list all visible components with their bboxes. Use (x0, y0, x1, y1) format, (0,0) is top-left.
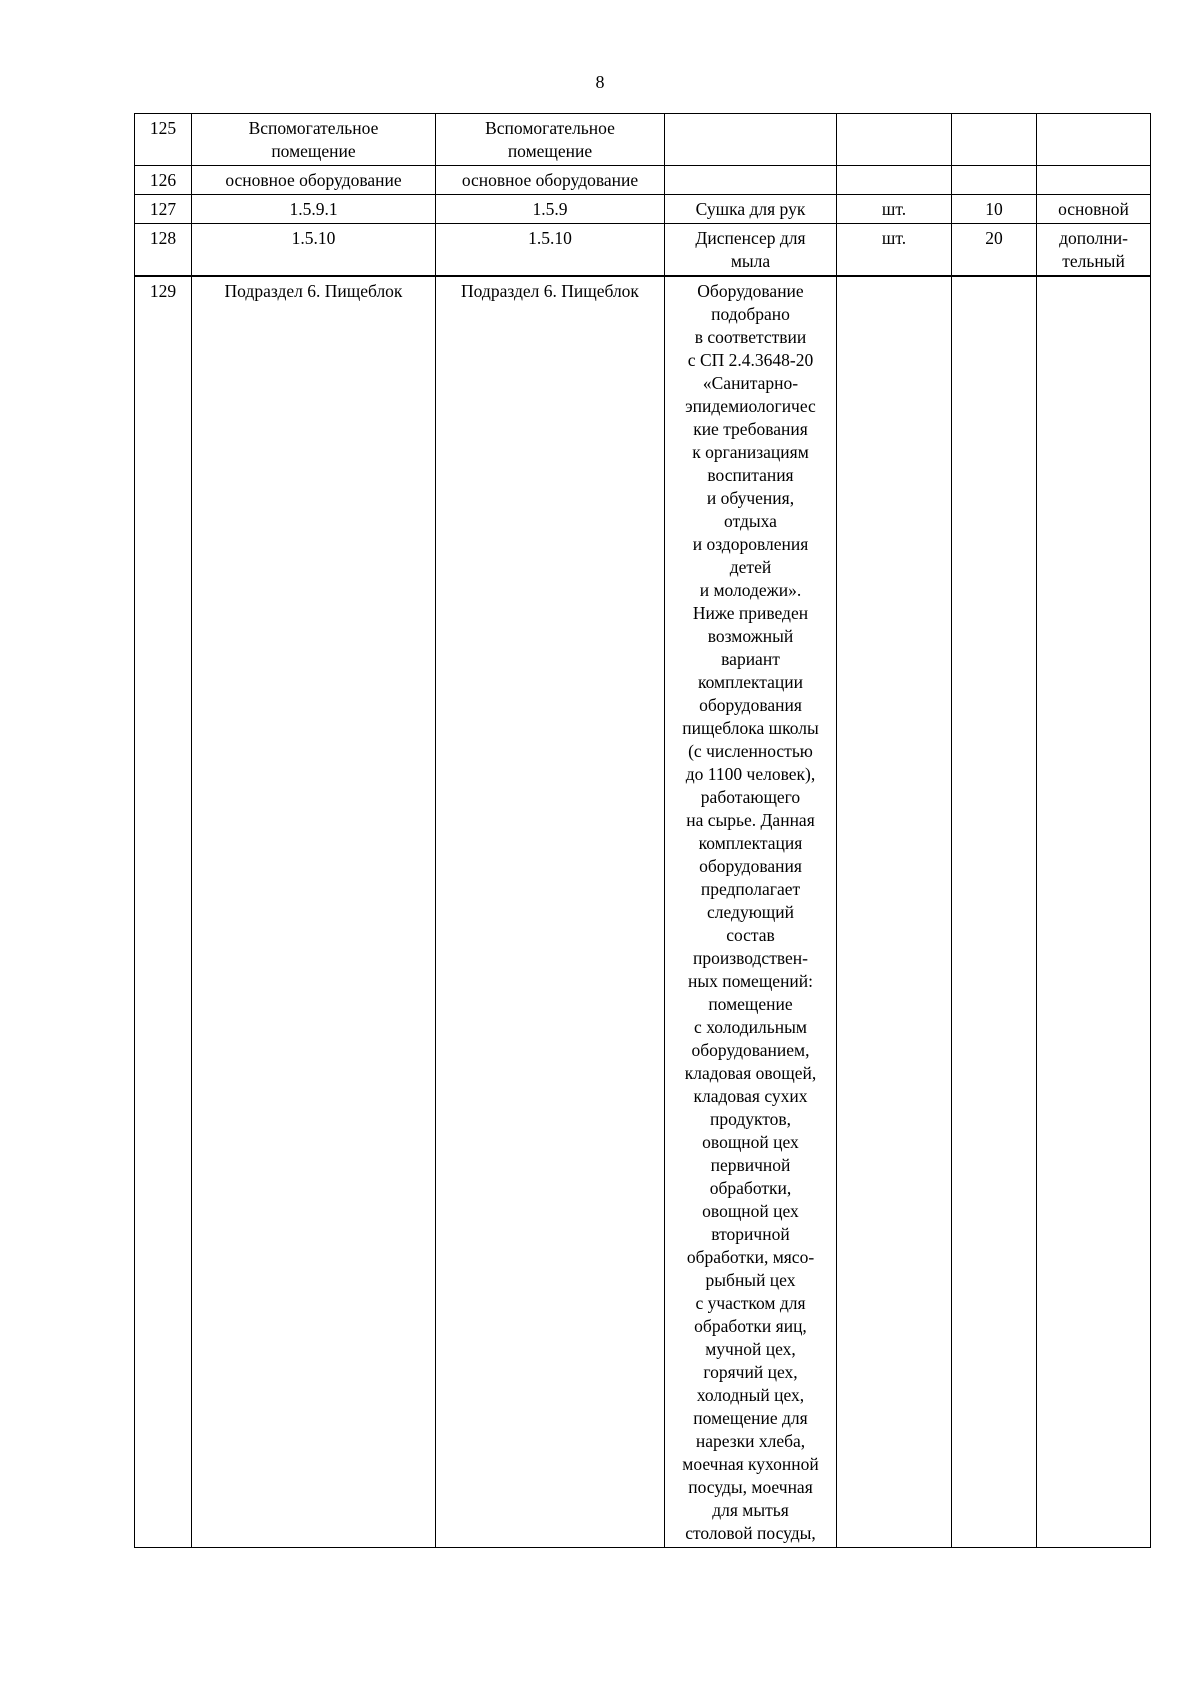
code-cell (192, 114, 436, 166)
description-cell (665, 224, 837, 277)
description-line: помещение (708, 994, 793, 1014)
description-cell (665, 114, 837, 166)
page-number: 8 (595, 72, 605, 92)
code-text: 1.5.9.1 (289, 199, 338, 219)
description-line: состав (726, 925, 775, 945)
description-line: рыбный цех (705, 1270, 796, 1290)
row-number-cell (135, 166, 192, 195)
description-line: (с численностью (688, 741, 813, 761)
code-text: 1.5.9 (532, 199, 568, 219)
description-line: столовой посуды, (685, 1523, 816, 1543)
description-line: отдыха (724, 511, 777, 531)
row-number-cell (135, 276, 192, 1548)
code-text: основное оборудование (225, 170, 402, 190)
description-line: подобрано (711, 304, 790, 324)
quantity-cell (952, 114, 1037, 166)
description-line: и оздоровления (692, 534, 809, 554)
description-line: «Санитарно- (702, 373, 799, 393)
table-row (135, 195, 1151, 224)
code-cell (192, 195, 436, 224)
description-line: Оборудование (697, 281, 804, 301)
quantity-cell (952, 224, 1037, 277)
description-line: оборудования (699, 695, 802, 715)
description-cell (665, 276, 837, 1548)
row-number-cell (135, 195, 192, 224)
description-line: с холодильным (694, 1017, 807, 1037)
description-line: помещение для (693, 1408, 808, 1428)
description-line: работающего (700, 787, 801, 807)
quantity-text: 10 (985, 199, 1003, 219)
description-line: кие требования (693, 419, 808, 439)
description-line: мыла (730, 251, 771, 271)
description-line: посуды, моечная (688, 1477, 813, 1497)
code-cell (436, 276, 665, 1548)
description-line: мучной цех, (705, 1339, 796, 1359)
description-line: пищеблока школы (682, 718, 819, 738)
row-number-text: 125 (149, 118, 177, 138)
unit-text: шт. (881, 228, 907, 248)
description-line: ных помещений: (687, 971, 814, 991)
description-line: Ниже приведен (692, 603, 809, 623)
unit-text: шт. (881, 199, 907, 219)
type-cell (1037, 276, 1151, 1548)
row-number-text: 126 (149, 170, 177, 190)
description-line: первичной (710, 1155, 791, 1175)
row-number-text: 127 (149, 199, 177, 219)
code-cell (192, 224, 436, 277)
description-cell (665, 166, 837, 195)
description-line: предполагает (700, 879, 801, 899)
type-cell (1037, 166, 1151, 195)
table-row (135, 114, 1151, 166)
type-text: дополни- тельный (1059, 228, 1128, 271)
description-line: обработки, (709, 1178, 792, 1198)
quantity-text: 20 (985, 228, 1003, 248)
code-text: основное оборудование (461, 170, 639, 190)
description-line: горячий цех, (703, 1362, 798, 1382)
description-line: с участком для (695, 1293, 806, 1313)
description-line: эпидемиологичес (685, 396, 816, 416)
description-line: овощной цех (702, 1201, 799, 1221)
description-cell (665, 195, 837, 224)
row-number-cell (135, 114, 192, 166)
description-line: оборудованием, (691, 1040, 810, 1060)
code-cell (436, 166, 665, 195)
quantity-cell (952, 166, 1037, 195)
description-line: на сырье. Данная (686, 810, 815, 830)
code-cell (436, 114, 665, 166)
description-line: кладовая овощей, (684, 1063, 817, 1083)
description-line: детей (729, 557, 772, 577)
equipment-table (134, 113, 1151, 1548)
description-line: вторичной (711, 1224, 790, 1244)
description-line: моечная кухонной (682, 1454, 819, 1474)
description-line: холодный цех, (696, 1385, 805, 1405)
description-line: Сушка для рук (695, 199, 806, 219)
row-number-text: 129 (149, 281, 177, 301)
description-line: комплектация (698, 833, 803, 853)
quantity-cell (952, 195, 1037, 224)
description-line: в соответствии (694, 327, 807, 347)
description-line: воспитания (707, 465, 794, 485)
unit-cell (837, 166, 952, 195)
description-line: кладовая сухих (693, 1086, 808, 1106)
description-line: нарезки хлеба, (695, 1431, 806, 1451)
description-line: с СП 2.4.3648-20 (687, 350, 814, 370)
description-line: комплектации (698, 672, 803, 692)
unit-cell (837, 195, 952, 224)
description-line: Диспенсер для (695, 228, 806, 248)
description-line: обработки, мясо- (686, 1247, 815, 1267)
type-text: основной (1058, 199, 1129, 219)
description-line: и молодежи». (699, 580, 802, 600)
table-row (135, 276, 1151, 1548)
code-text: Вспомогательное помещение (248, 118, 379, 161)
description-line: обработки яиц, (694, 1316, 807, 1336)
description-line: оборудования (699, 856, 802, 876)
row-number-text: 128 (149, 228, 177, 248)
description-line: до 1100 человек), (685, 764, 816, 784)
code-cell (436, 224, 665, 277)
table-row (135, 166, 1151, 195)
code-text: Подраздел 6. Пищеблок (461, 281, 639, 301)
row-number-cell (135, 224, 192, 277)
description-line: возможный (707, 626, 794, 646)
type-cell (1037, 224, 1151, 277)
description-line: вариант (721, 649, 780, 669)
description-line: к организациям (692, 442, 809, 462)
description-line: производствен- (693, 948, 808, 968)
code-text: 1.5.10 (291, 228, 336, 248)
code-cell (436, 195, 665, 224)
code-cell (192, 276, 436, 1548)
description-line: и обучения, (706, 488, 795, 508)
type-cell (1037, 114, 1151, 166)
description-line: овощной цех (702, 1132, 799, 1152)
table-body (135, 114, 1151, 1548)
table-row (135, 224, 1151, 277)
type-cell (1037, 195, 1151, 224)
description-line: для мытья (712, 1500, 789, 1520)
unit-cell (837, 114, 952, 166)
description-line: следующий (707, 902, 794, 922)
unit-cell (837, 276, 952, 1548)
unit-cell (837, 224, 952, 277)
description-line: продуктов, (709, 1109, 792, 1129)
code-text: Подраздел 6. Пищеблок (224, 281, 403, 301)
quantity-cell (952, 276, 1037, 1548)
code-text: Вспомогательное помещение (485, 118, 615, 161)
code-cell (192, 166, 436, 195)
code-text: 1.5.10 (528, 228, 572, 248)
